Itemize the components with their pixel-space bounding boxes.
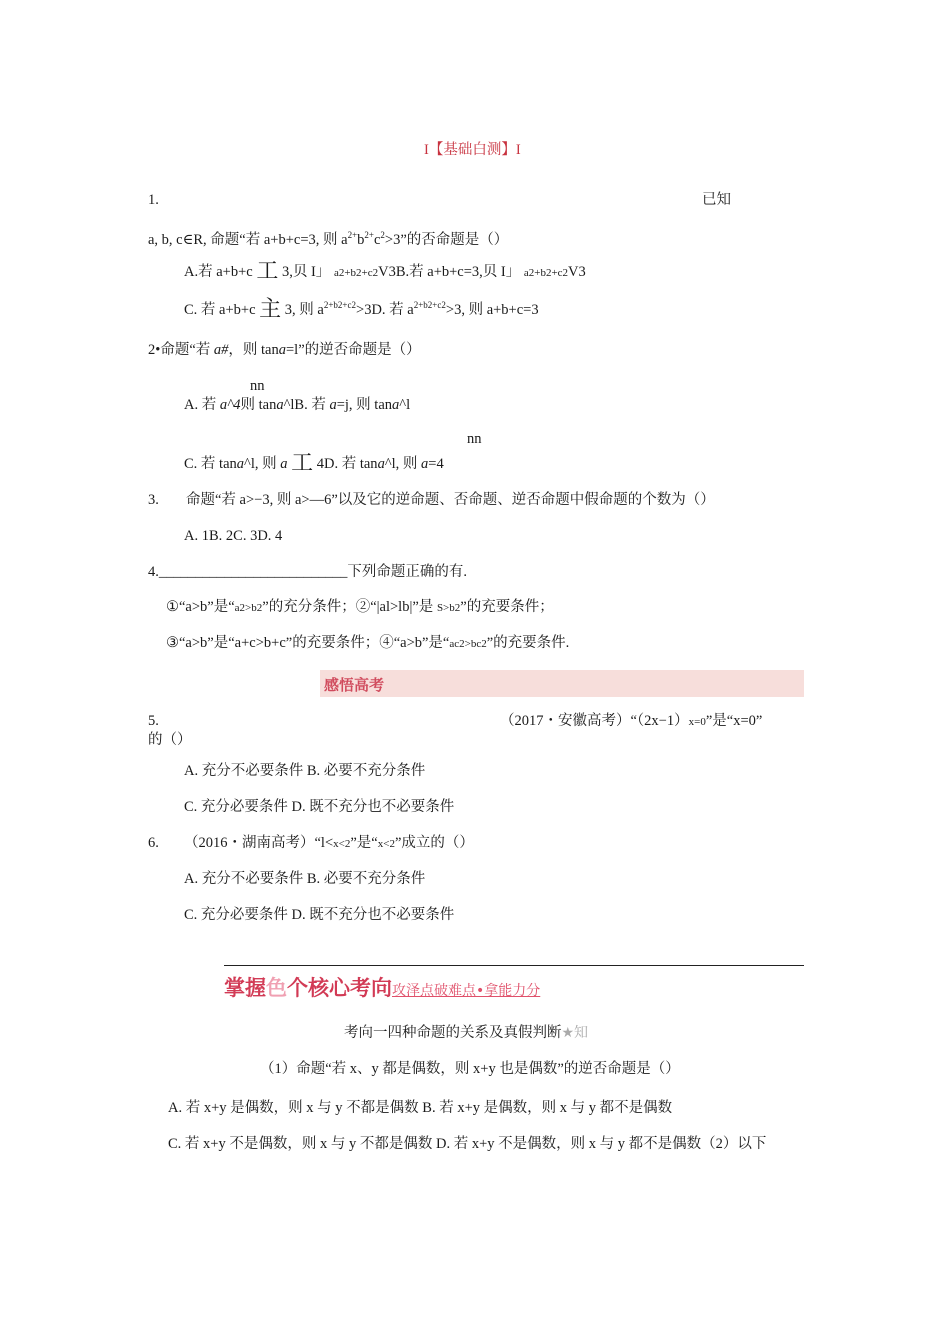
star-icon: ★知 xyxy=(561,1025,589,1041)
section-title: 感悟高考 xyxy=(324,676,385,694)
q2-c3: ^l, 则 xyxy=(244,456,281,472)
q2-c-glyph: 工 xyxy=(291,451,314,476)
q5-options-cd: C. 充分必要条件 D. 既不充分也不必要条件 xyxy=(184,799,455,815)
q6-a: （2016・湖南高考）“l< xyxy=(184,835,334,851)
q1-stem-p2: b xyxy=(357,232,365,248)
q4-line-2 xyxy=(166,634,569,653)
q1-opt-a6: V3 xyxy=(568,264,586,280)
q2-c9: =4 xyxy=(428,456,444,472)
q1-options-cd xyxy=(184,296,539,322)
q6-d: x<2 xyxy=(377,838,395,850)
q6-options-cd: C. 充分必要条件 D. 既不充分也不必要条件 xyxy=(184,907,455,923)
q6-b: x<2 xyxy=(333,838,351,850)
q3-options: A. 1B. 2C. 3D. 4 xyxy=(184,528,283,544)
q2-c6: a xyxy=(377,456,385,472)
q2-a1: A. 若 xyxy=(184,397,220,413)
q5-stem-cont: 的（） xyxy=(148,732,192,748)
banner-title-a: 掌握 xyxy=(224,976,266,1000)
q3-stem: 命题“若 a>−3, 则 a>—6”以及它的逆命题、否命题、逆否命题中假命题的个数为（） xyxy=(186,492,715,508)
q2-nn-1: nn xyxy=(250,378,265,394)
q1-stem-s3: 2 xyxy=(380,230,385,240)
q5-stem xyxy=(500,712,762,731)
q2-c4: a xyxy=(280,456,288,472)
banner-title xyxy=(224,976,392,1000)
section-divider xyxy=(224,965,804,966)
q2-c5: 4D. 若 tan xyxy=(316,456,378,472)
section-bar xyxy=(320,670,804,697)
q1-opt-c1: C. 若 a+b+c xyxy=(184,302,256,318)
q5-number: 5. xyxy=(148,713,159,729)
q2-p3: ，则 tan xyxy=(228,342,279,358)
banner-title-light: 色 xyxy=(266,976,287,1000)
q2-p1: 2•命题“若 xyxy=(148,342,214,358)
q4-l1b: a2>b2 xyxy=(234,602,263,614)
q1-number: 1. xyxy=(148,192,159,208)
q2-options-ab xyxy=(184,396,410,414)
q1-opt-a5: a2+b2+c2 xyxy=(523,267,569,279)
q6-c: ”是“ xyxy=(350,835,378,851)
topic-text: 考向一四种命题的关系及真假判断 xyxy=(344,1025,562,1041)
q2-options-cd xyxy=(184,451,444,476)
q1-options-ab xyxy=(184,259,586,284)
q1-opt-a2: 3,贝 I」 xyxy=(281,264,331,280)
q5-right-c: ”是“x=0” xyxy=(705,713,763,729)
q2-stem xyxy=(148,341,421,359)
q1-stem-p3: c xyxy=(373,232,381,248)
q1-opt-c3: 2+b2+c2 xyxy=(323,300,357,310)
q1-opt-a3: a2+b2+c2 xyxy=(333,267,379,279)
q4-l1c: ”的充分条件；②“|al>lb|”是 xyxy=(262,599,437,615)
q7-stem: （1）命题“若 x、y 都是偶数，则 x+y 也是偶数”的逆否命题是（） xyxy=(260,1061,680,1077)
q2-a4: a xyxy=(276,397,284,413)
q1-opt-c-glyph: 主 xyxy=(259,297,282,322)
q4-l1d: S>b2 xyxy=(436,602,461,614)
q1-opt-c4: >3D. 若 a xyxy=(356,302,414,318)
q4-l2a: ③“a>b”是“a+c>b+c”的充要条件；④“a>b”是“ xyxy=(166,635,450,651)
q7-options-ab: A. 若 x+y 是偶数，则 x 与 y 不都是偶数 B. 若 x+y 是偶数，则 x 与 y 都不是偶数 xyxy=(168,1100,673,1116)
core-banner xyxy=(224,976,540,1003)
q1-stem-p1: a, b, c∈R, 命题“若 a+b+c=3, 则 a xyxy=(148,232,348,248)
q6-options-ab: A. 充分不必要条件 B. 必要不充分条件 xyxy=(184,871,426,887)
q1-opt-a1: A.若 a+b+c xyxy=(184,264,253,280)
q1-stem xyxy=(148,226,508,249)
q2-a9: ^l xyxy=(399,397,411,413)
q2-p5: =l”的逆否命题是（） xyxy=(285,342,421,358)
q1-stem-s2: 2+ xyxy=(364,230,374,240)
q7-options-cd: C. 若 x+y 不是偶数，则 x 与 y 不都是偶数 D. 若 x+y 不是偶数，则 x 与 y 都不是偶数（2）以下 xyxy=(168,1136,767,1152)
q2-a7: =j, 则 tan xyxy=(336,397,393,413)
q2-a3: 则 tan xyxy=(240,397,277,413)
q6-e: ”成立的（） xyxy=(394,835,474,851)
q5-options-ab: A. 充分不必要条件 B. 必要不充分条件 xyxy=(184,763,426,779)
q6-number: 6. xyxy=(148,835,159,851)
q2-a2: a^4 xyxy=(219,397,241,413)
q2-a8: a xyxy=(392,397,400,413)
q1-stem-p4: >3”的否命题是（） xyxy=(384,232,509,248)
banner-title-b: 个核心考向 xyxy=(287,976,392,1000)
q2-c2: a xyxy=(236,456,245,472)
q3-number: 3. xyxy=(148,492,159,508)
q4-line-1 xyxy=(166,598,554,617)
q1-opt-a-glyph: 工 xyxy=(256,259,279,284)
q2-a5: ^lB. 若 xyxy=(283,397,330,413)
q5-right-a: （2017・安徽高考）“（2x−1） xyxy=(500,713,689,729)
q1-opt-c2: 3, 则 a xyxy=(284,302,324,318)
q1-stem-s1: 2+ xyxy=(347,230,358,240)
q2-p4: a xyxy=(278,342,286,358)
banner-subtitle: 攻泽点破难点•拿能力分 xyxy=(392,983,541,999)
q2-p2: a# xyxy=(213,342,229,358)
q4-l1a: ①“a>b”是“ xyxy=(166,599,235,615)
q1-right-text: 已知 xyxy=(702,192,731,208)
q1-opt-c5: 2+b2+c2 xyxy=(413,300,446,310)
q4-l2b: ac2>bc2 xyxy=(449,638,487,650)
q1-opt-a4: V3B.若 a+b+c=3,贝 I」 xyxy=(378,264,521,280)
topic-title xyxy=(344,1024,588,1042)
q6-stem xyxy=(184,834,474,853)
q5-right-b: x=0 xyxy=(688,716,706,728)
q2-a6: a xyxy=(329,397,337,413)
q4-l2c: ”的充要条件. xyxy=(486,635,570,651)
q4-stem: 4.__________________________下列命题正确的有. xyxy=(148,564,467,580)
q2-c7: ^l, 则 xyxy=(384,456,422,472)
q2-c8: a xyxy=(421,456,429,472)
page-heading: I【基础白测】I xyxy=(424,142,521,158)
q1-opt-c6: >3, 则 a+b+c=3 xyxy=(445,302,539,318)
q4-l1e: ”的充要条件； xyxy=(460,599,554,615)
q2-c1: C. 若 tan xyxy=(184,456,237,472)
q2-nn-2: nn xyxy=(467,431,482,447)
